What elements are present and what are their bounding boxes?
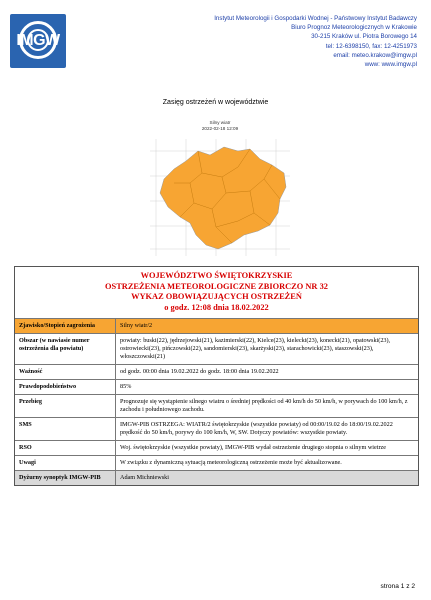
voivodeship-map (146, 121, 294, 261)
institute-name: Instytut Meteorologii i Gospodarki Wodnej - Państwowy Instytut Badawczy (214, 15, 417, 22)
title-time: o godz. 12:08 dnia 18.02.2022 (164, 302, 269, 312)
office-name: Biuro Prognoz Meteorologicznych w Krakowie (291, 24, 417, 32)
table-row (15, 380, 418, 395)
address: 30-215 Kraków ul. Piotra Borowego 14 (311, 33, 417, 41)
row-key: Prawdopodobieństwo (15, 380, 116, 395)
warning-table (15, 318, 418, 485)
title-summary: OSTRZEŻENIA METEOROLOGICZNE ZBIORCZO NR 32 (105, 281, 328, 291)
institute-header (127, 14, 417, 69)
table-row (15, 395, 418, 418)
row-key: Dyżurny synoptyk IMGW-PIB (15, 471, 116, 486)
table-row (15, 441, 418, 456)
row-value: powiaty: buski(22), jędrzejowski(21), kazimierski(22), Kielce(23), kielecki(23), konecki(21), opatowski(23), ostrowiecki(23), pińczowski(22), sandomierski(23), skarżyski(23), starachowicki(23), staszowski(23), włoszczowski(21) (116, 334, 419, 365)
warning-map (146, 121, 294, 261)
page-number: strona 1 z 2 (380, 583, 415, 590)
map-timestamp: 2022-02-18 12:09 (201, 125, 239, 131)
imgw-logo (10, 14, 66, 68)
row-value: od godz. 00:00 dnia 19.02.2022 do godz. 18:00 dnia 19.02.2022 (116, 365, 419, 380)
warning-title (15, 267, 418, 318)
row-key: Ważność (15, 365, 116, 380)
row-value: 85% (116, 380, 419, 395)
row-key: Obszar (w nawiasie numer ostrzeżenia dla powiatu) (15, 334, 116, 365)
www-link[interactable]: www: www.imgw.pl (364, 61, 417, 69)
table-row (15, 365, 418, 380)
table-row (15, 471, 418, 486)
row-key: Zjawisko/Stopień zagrożenia (15, 319, 116, 334)
row-key: Uwagi (15, 456, 116, 471)
title-list: WYKAZ OBOWIĄZUJĄCYCH OSTRZEŻEŃ (131, 292, 302, 301)
table-row (15, 456, 418, 471)
table-row (15, 418, 418, 441)
phone: tel: 12-6398150, fax: 12-4251973 (325, 42, 417, 50)
warning-box (14, 266, 419, 486)
row-value: Woj. świętokrzyskie (wszystkie powiaty), IMGW-PIB wydał ostrzeżenie drugiego stopnia o silnym wietrze (116, 441, 419, 456)
row-key: Przebieg (15, 395, 116, 418)
logo-text: IMGW (16, 32, 60, 49)
row-value: Adam Michniewski (116, 471, 419, 486)
row-value: Prognozuje się wystąpienie silnego wiatru o średniej prędkości od 40 km/h do 50 km/h, w porywach do 100 km/h, z zachodu i południowego zachodu. (116, 395, 419, 418)
map-subtitle: Silny wiatr (209, 120, 231, 125)
row-value: IMGW-PIB OSTRZEGA: WIATR/2 świętokrzyskie (wszystkie powiaty) od 00:00/19.02 do 18:00/19.02.2022 prędkość do 50 km/h, porywy do 100 km/h, W, SW. Dotyczy powiatów: wszystkie powiaty. (116, 418, 419, 441)
title-voivodeship: WOJEWÓDZTWO ŚWIĘTOKRZYSKIE (140, 271, 293, 280)
row-value: Silny wiatr/2 (116, 319, 419, 334)
row-value: W związku z dynamiczną sytuacją meteorologiczną ostrzeżenie może być aktualizowane. (116, 456, 419, 471)
map-heading: Zasięg ostrzeżeń w województwie (162, 99, 269, 106)
table-row (15, 319, 418, 334)
email-link[interactable]: email: meteo.krakow@imgw.pl (333, 51, 417, 59)
row-key: RSO (15, 441, 116, 456)
table-row (15, 334, 418, 365)
row-key: SMS (15, 418, 116, 441)
